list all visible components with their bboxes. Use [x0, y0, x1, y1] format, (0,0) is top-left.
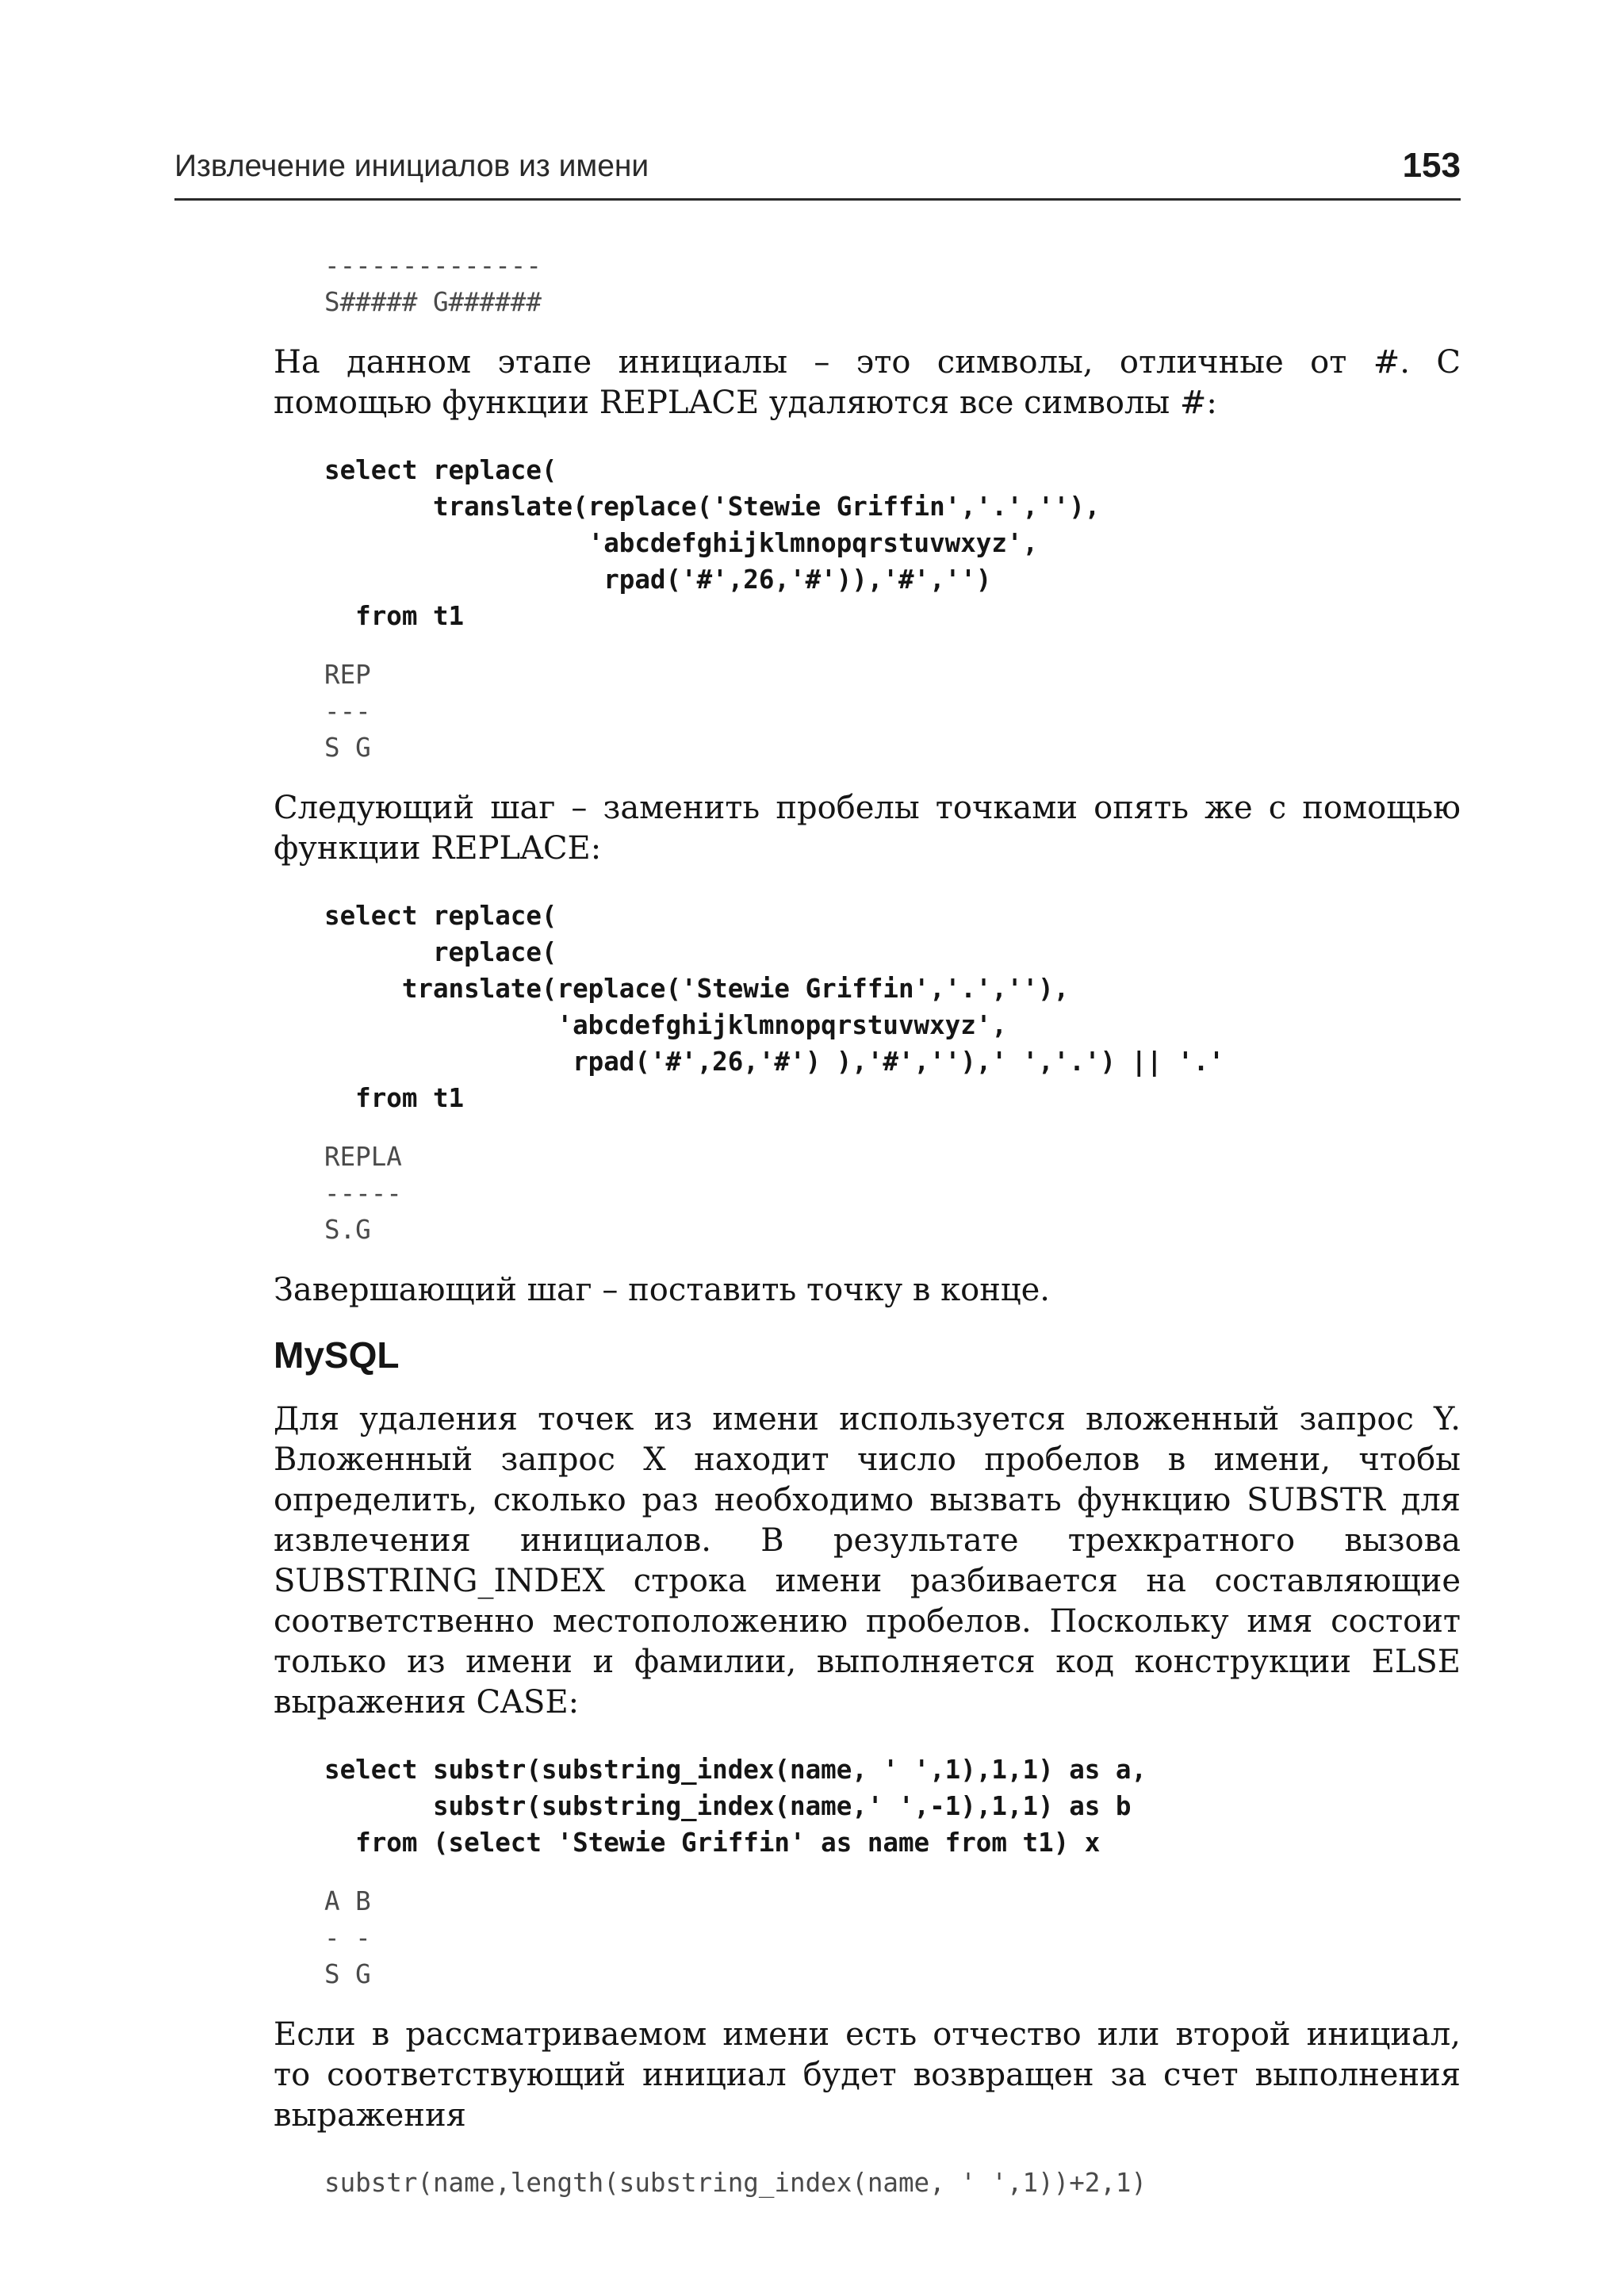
query-result-block: REPLA ----- S.G: [324, 1142, 402, 1245]
sql-code-block: select substr(substring_index(name, ' ',1),1,1) as a, substr(substring_index(name,' ',-1),1,1) as b from (select 'Stewie Griffin' as name from t1) x: [324, 1755, 1147, 1858]
page-number: 153: [1402, 146, 1461, 185]
running-title: Извлечение инициалов из имени: [174, 149, 649, 183]
body-paragraph: На данном этапе инициалы – это символы, отличные от #. С помощью функции REPLACE удаляются все символы #:: [274, 344, 1461, 421]
body-paragraph: Для удаления точек из имени используется вложенный запрос Y. Вложенный запрос X находит число пробелов в имени, чтобы определить, сколько раз необходимо вызвать функцию SUBSTR для извлечения инициалов. В результате трехкратного вызова SUBSTRING_INDEX строка имени разбивается на составляющие соответственно местоположению пробелов. Поскольку имя состоит только из имени и фамилии, выполняется код конструкции ELSE выражения CASE:: [274, 1401, 1461, 1721]
page-header: [174, 146, 1461, 197]
page-body: [274, 247, 1461, 2201]
query-result-block: A B - - S G: [324, 1886, 371, 1989]
query-result-block: -------------- S##### G######: [324, 251, 542, 317]
sql-expression: substr(name,length(substring_index(name, ' ',1))+2,1): [324, 2168, 1147, 2198]
body-paragraph: Если в рассматриваемом имени есть отчество или второй инициал, то соответствующий инициал будет возвращен за счет выполнения выражения: [274, 2016, 1461, 2134]
body-paragraph: Следующий шаг – заменить пробелы точками опять же с помощью функции REPLACE:: [274, 790, 1461, 867]
sql-code-block: select replace( replace( translate(replace('Stewie Griffin','.',''), 'abcdefghijklmnopqrstuvwxyz', rpad('#',26,'#') ),'#',''),' ','.') || '.' from t1: [324, 901, 1224, 1113]
section-heading: MySQL: [274, 1334, 400, 1376]
query-result-block: REP --- S G: [324, 660, 371, 763]
header-rule: [174, 198, 1461, 201]
body-paragraph: Завершающий шаг – поставить точку в конце.: [274, 1272, 1050, 1308]
sql-code-block: select replace( translate(replace('Stewie Griffin','.',''), 'abcdefghijklmnopqrstuvwxyz', rpad('#',26,'#')),'#','') from t1: [324, 455, 1101, 631]
